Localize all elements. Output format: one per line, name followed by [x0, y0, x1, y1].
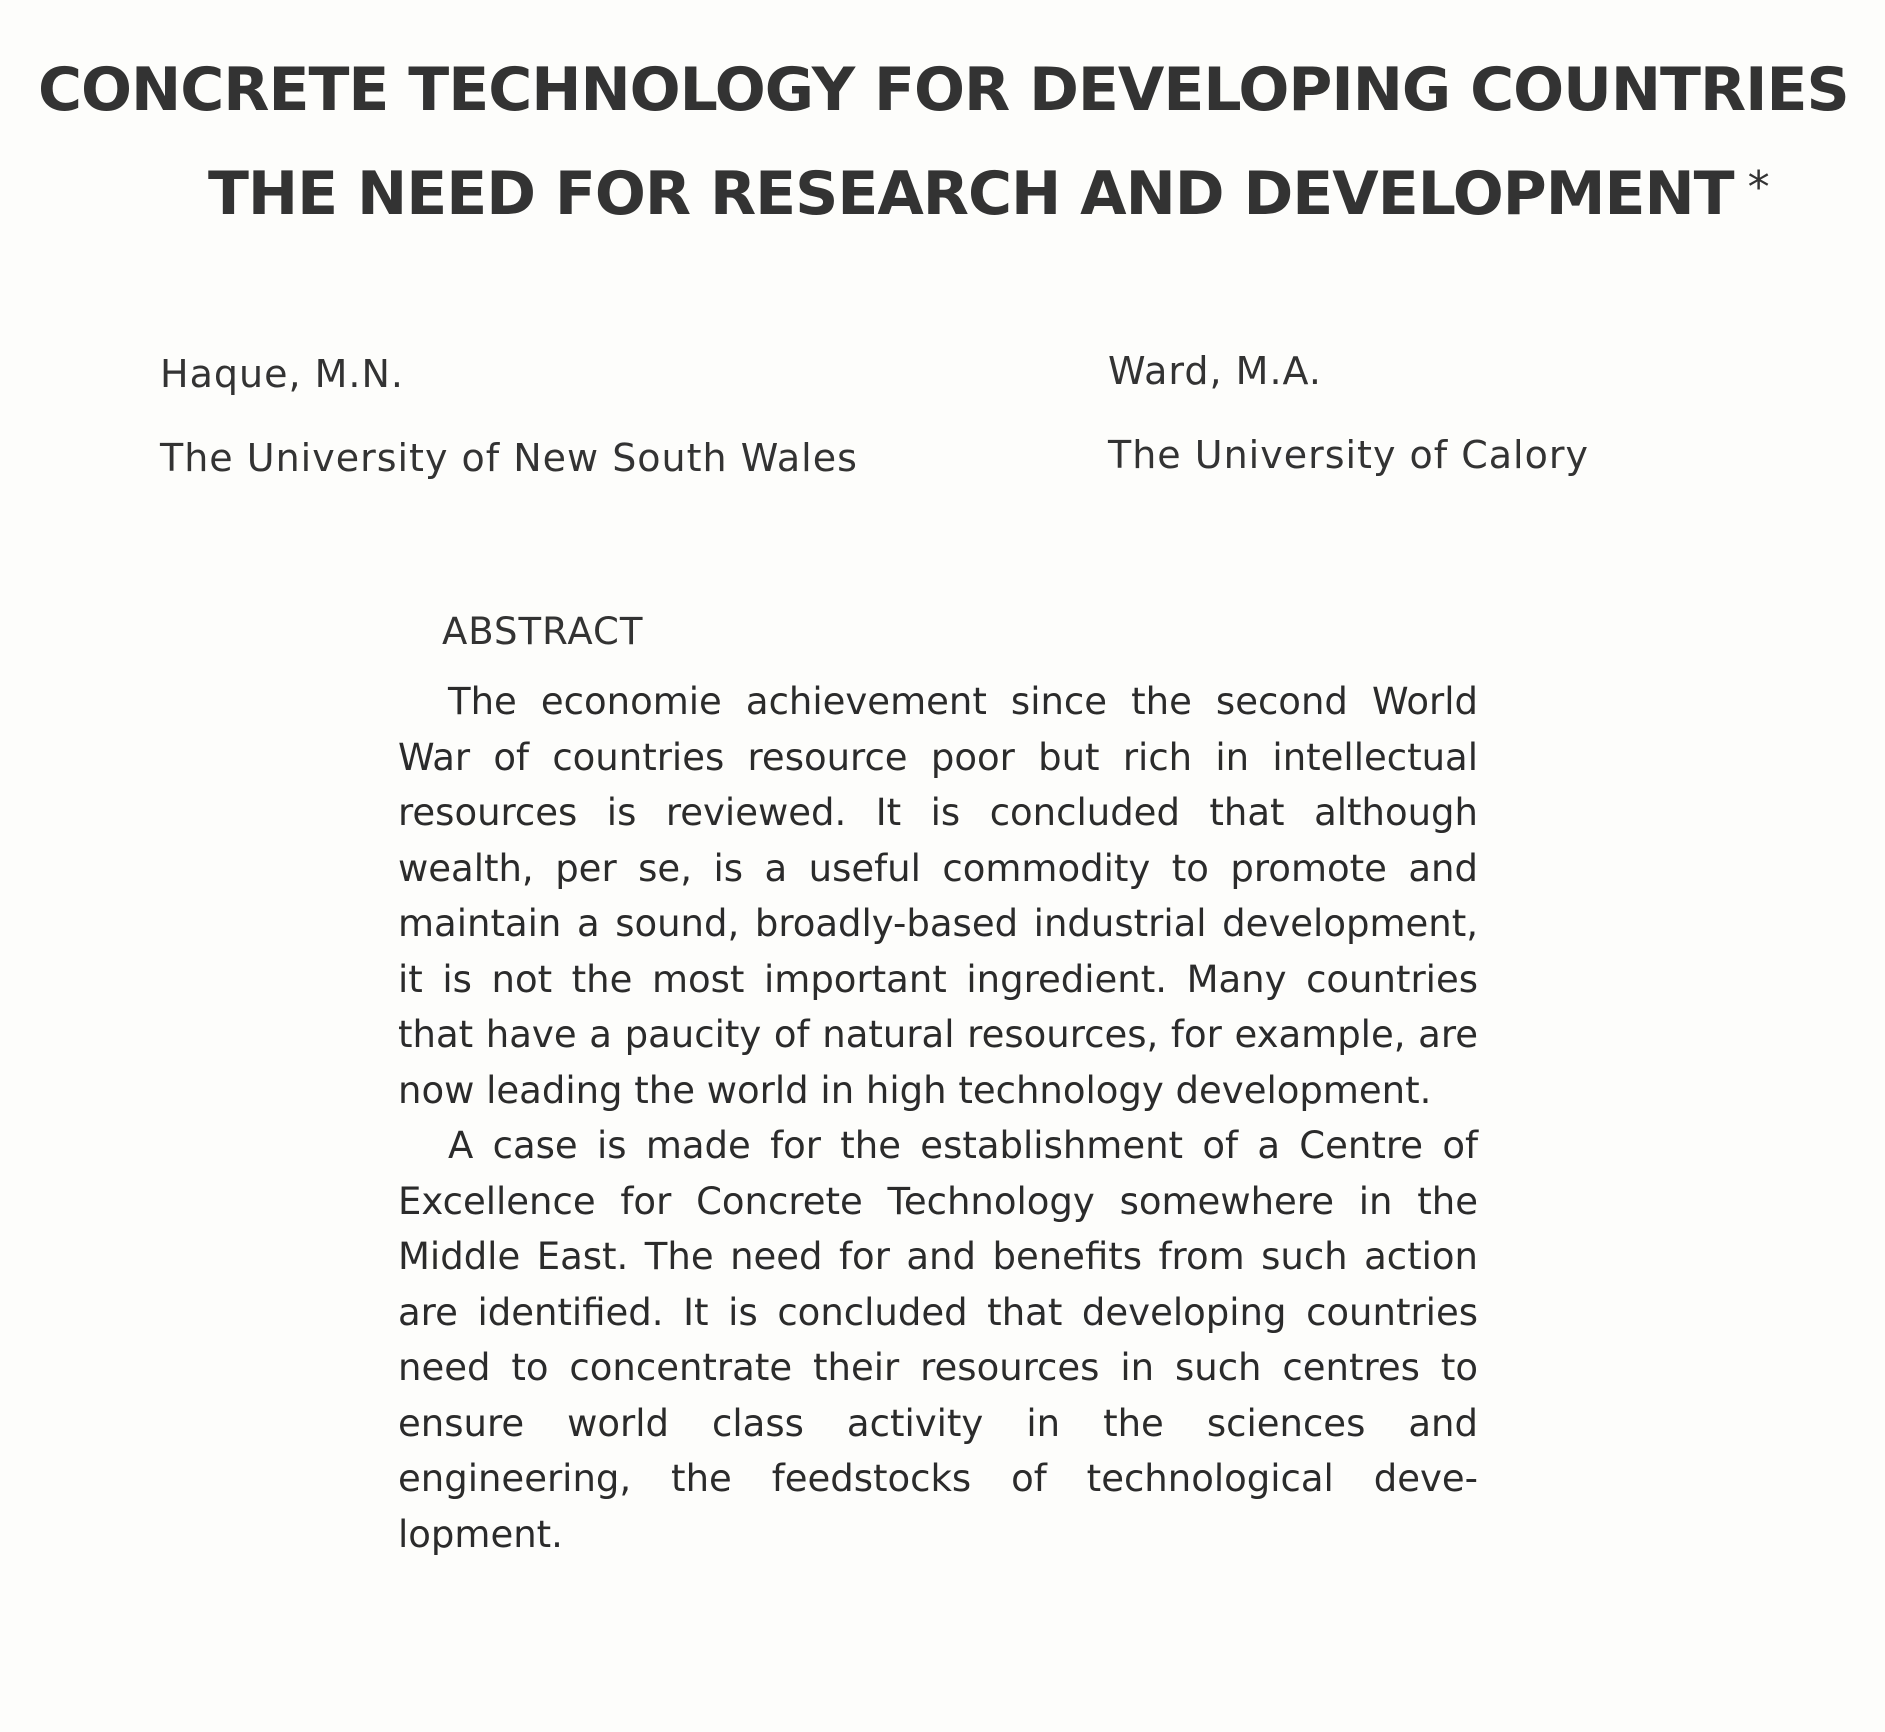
author-affiliation: The University of New South Wales	[160, 436, 858, 480]
author-affiliation: The University of Calory	[1108, 433, 1589, 477]
abstract-paragraph-1: The economie achievement since the second World War of countries resource poor but rich in intellectual resources is reviewed. It is concluded that although wealth, per se, is a useful commodity to promote and maintain a sound, broadly-based industrial development, it is not the most important ingredient. Many countries that have a paucity of natural resources, for example, are now leading the world in high technology development.	[398, 680, 1478, 1112]
author-block-2	[1108, 347, 1589, 479]
title-line-2-text: THE NEED FOR RESEARCH AND DEVELOPMENT	[208, 159, 1734, 229]
abstract-paragraph-2: A case is made for the establishment of a Centre of Excellence for Concrete Technology somewhere in the Middle East. The need for and benefits from such action are identified. It is concluded that developing countries need to concentrate their resources in such centres to ensure world class activity in the sciences and engineering, the feedstocks of technological development.	[398, 1124, 1478, 1556]
abstract-heading: ABSTRACT	[442, 610, 644, 653]
author-block-1	[160, 350, 858, 482]
abstract-section	[398, 608, 1478, 1562]
title-line-1: CONCRETE TECHNOLOGY FOR DEVELOPING COUNTRIES	[38, 55, 1849, 125]
title-line-2	[208, 156, 1769, 232]
author-name: Haque, M.N.	[160, 352, 404, 396]
footnote-marker: *	[1747, 162, 1769, 213]
author-name: Ward, M.A.	[1108, 349, 1322, 393]
